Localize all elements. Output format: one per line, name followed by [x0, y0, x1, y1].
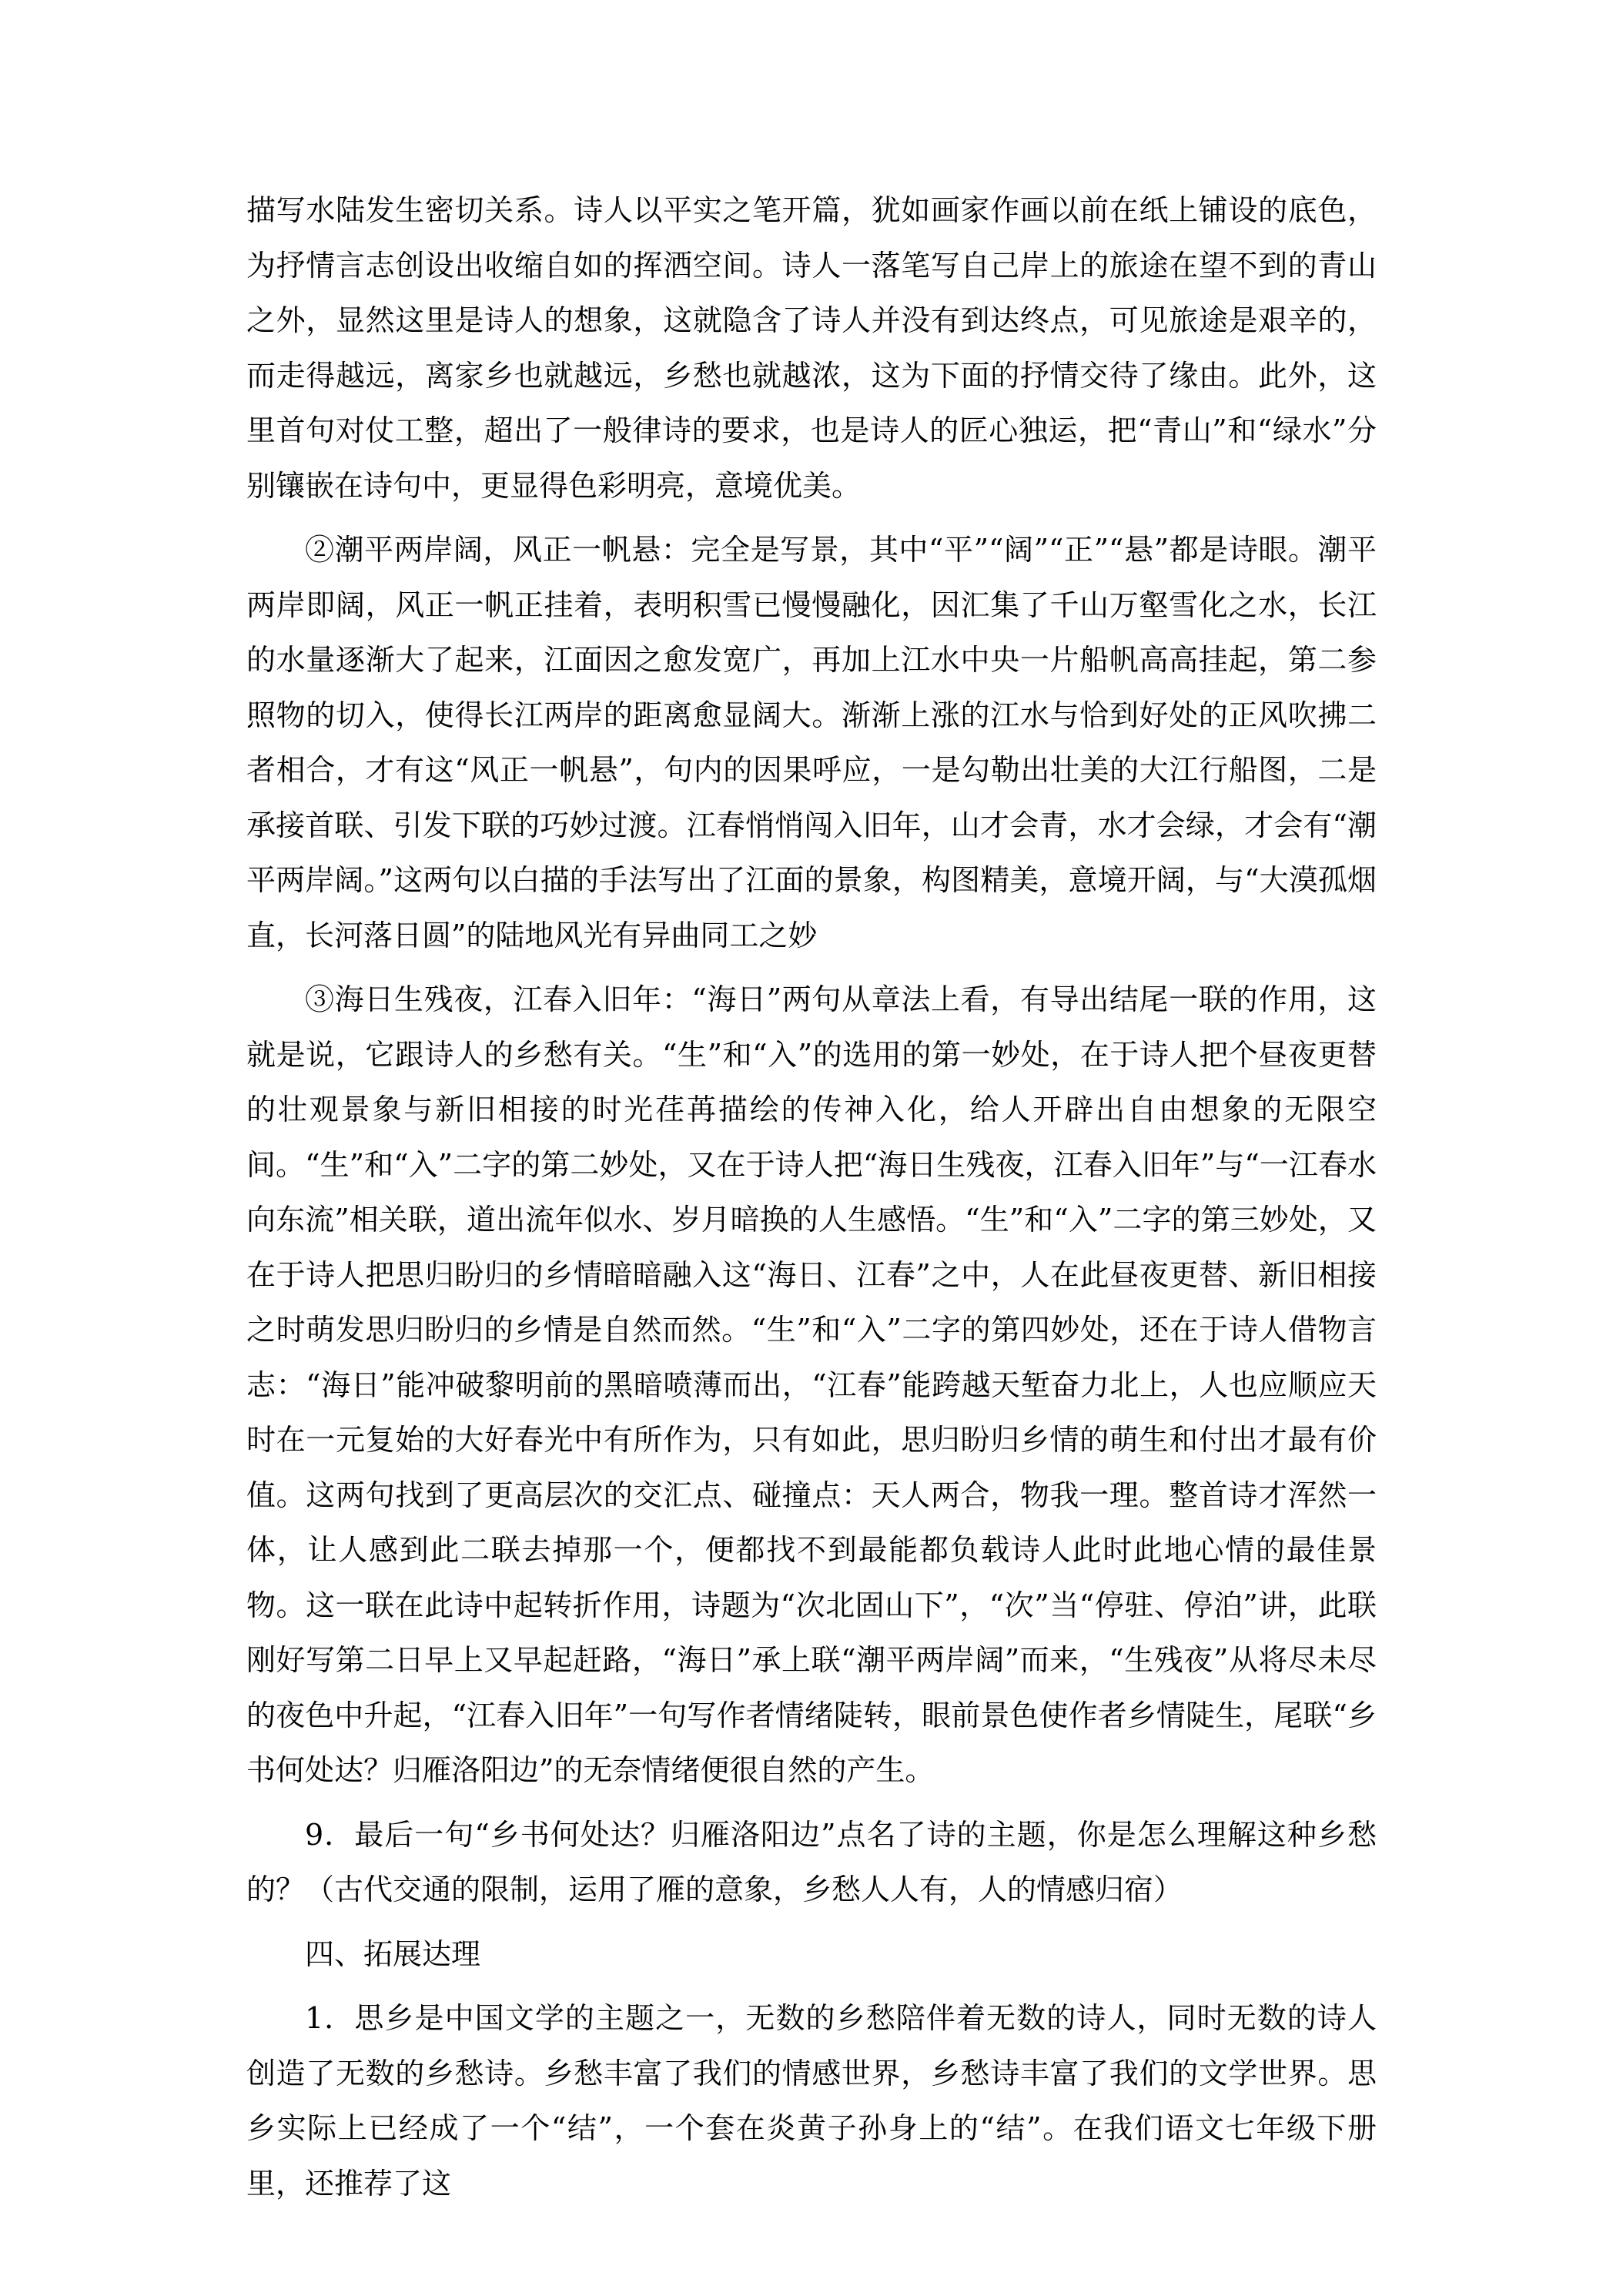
document-page	[246, 183, 1377, 2221]
paragraph-line-2-analysis: ②潮平两岸阔，风正一帆悬：完全是写景，其中“平”“阔”“正”“悬”都是诗眼。潮平两岸即阔，风正一帆正挂着，表明积雪已慢慢融化，因汇集了千山万壑雪化之水，长江的水量逐渐大了起来，江面因之愈发宽广，再加上江水中央一片船帆高高挂起，第二参照物的切入，使得长江两岸的距离愈显阔大。渐渐上涨的江水与恰到好处的正风吹拂二者相合，才有这“风正一帆悬”，句内的因果呼应，一是勾勒出壮美的大江行船图，二是承接首联、引发下联的巧妙过渡。江春悄悄闯入旧年，山才会青，水才会绿，才会有“潮平两岸阔。”这两句以白描的手法写出了江面的景象，构图精美，意境开阔，与“大漠孤烟直，长河落日圆”的陆地风光有异曲同工之妙	[246, 533, 1377, 952]
section-heading-extension: 四、拓展达理	[305, 1936, 481, 1971]
question-9: 9．最后一句“乡书何处达？归雁洛阳边”点名了诗的主题，你是怎么理解这种乡愁的？（古代交通的限制，运用了雁的意象，乡愁人人有，人的情感归宿）	[246, 1817, 1377, 1906]
paragraph-line-3-analysis: ③海日生残夜，江春入旧年：“海日”两句从章法上看，有导出结尾一联的作用，这就是说，它跟诗人的乡愁有关。“生”和“入”的选用的第一妙处，在于诗人把个昼夜更替的壮观景象与新旧相接的时光荏苒描绘的传神入化，给人开辟出自由想象的无限空间。“生”和“入”二字的第二妙处，又在于诗人把“海日生残夜，江春入旧年”与“一江春水向东流”相关联，道出流年似水、岁月暗换的人生感悟。“生”和“入”二字的第三妙处，又在于诗人把思归盼归的乡情暗暗融入这“海日、江春”之中，人在此昼夜更替、新旧相接之时萌发思归盼归的乡情是自然而然。“生”和“入”二字的第四妙处，还在于诗人借物言志：“海日”能冲破黎明前的黑暗喷薄而出，“江春”能跨越天堑奋力北上，人也应顺应天时在一元复始的大好春光中有所作为，只有如此，思归盼归乡情的萌生和付出才最有价值。这两句找到了更高层次的交汇点、碰撞点：天人两合，物我一理。整首诗才浑然一体，让人感到此二联去掉那一个，便都找不到最能都负载诗人此时此地心情的最佳景物。这一联在此诗中起转折作用，诗题为“次北固山下”，“次”当“停驻、停泊”讲，此联刚好写第二日早上又早起赶路，“海日”承上联“潮平两岸阔”而来，“生残夜”从将尽未尽的夜色中升起，“江春入旧年”一句写作者情绪陡转，眼前景色使作者乡情陡生，尾联“乡书何处达？归雁洛阳边”的无奈情绪便很自然的产生。	[246, 982, 1377, 1787]
paragraph-extension-1: 1．思乡是中国文学的主题之一，无数的乡愁陪伴着无数的诗人，同时无数的诗人创造了无数的乡愁诗。乡愁丰富了我们的情感世界，乡愁诗丰富了我们的文学世界。思乡实际上已经成了一个“结”，一个套在炎黄子孙身上的“结”。在我们语文七年级下册里，还推荐了这	[246, 2001, 1377, 2201]
paragraph-analysis-continued: 描写水陆发生密切关系。诗人以平实之笔开篇，犹如画家作画以前在纸上铺设的底色，为抒情言志创设出收缩自如的挥洒空间。诗人一落笔写自己岸上的旅途在望不到的青山之外，显然这里是诗人的想象，这就隐含了诗人并没有到达终点，可见旅途是艰辛的，而走得越远，离家乡也就越远，乡愁也就越浓，这为下面的抒情交待了缘由。此外，这里首句对仗工整，超出了一般律诗的要求，也是诗人的匠心独运，把“青山”和“绿水”分别镶嵌在诗句中，更显得色彩明亮，意境优美。	[246, 193, 1377, 503]
